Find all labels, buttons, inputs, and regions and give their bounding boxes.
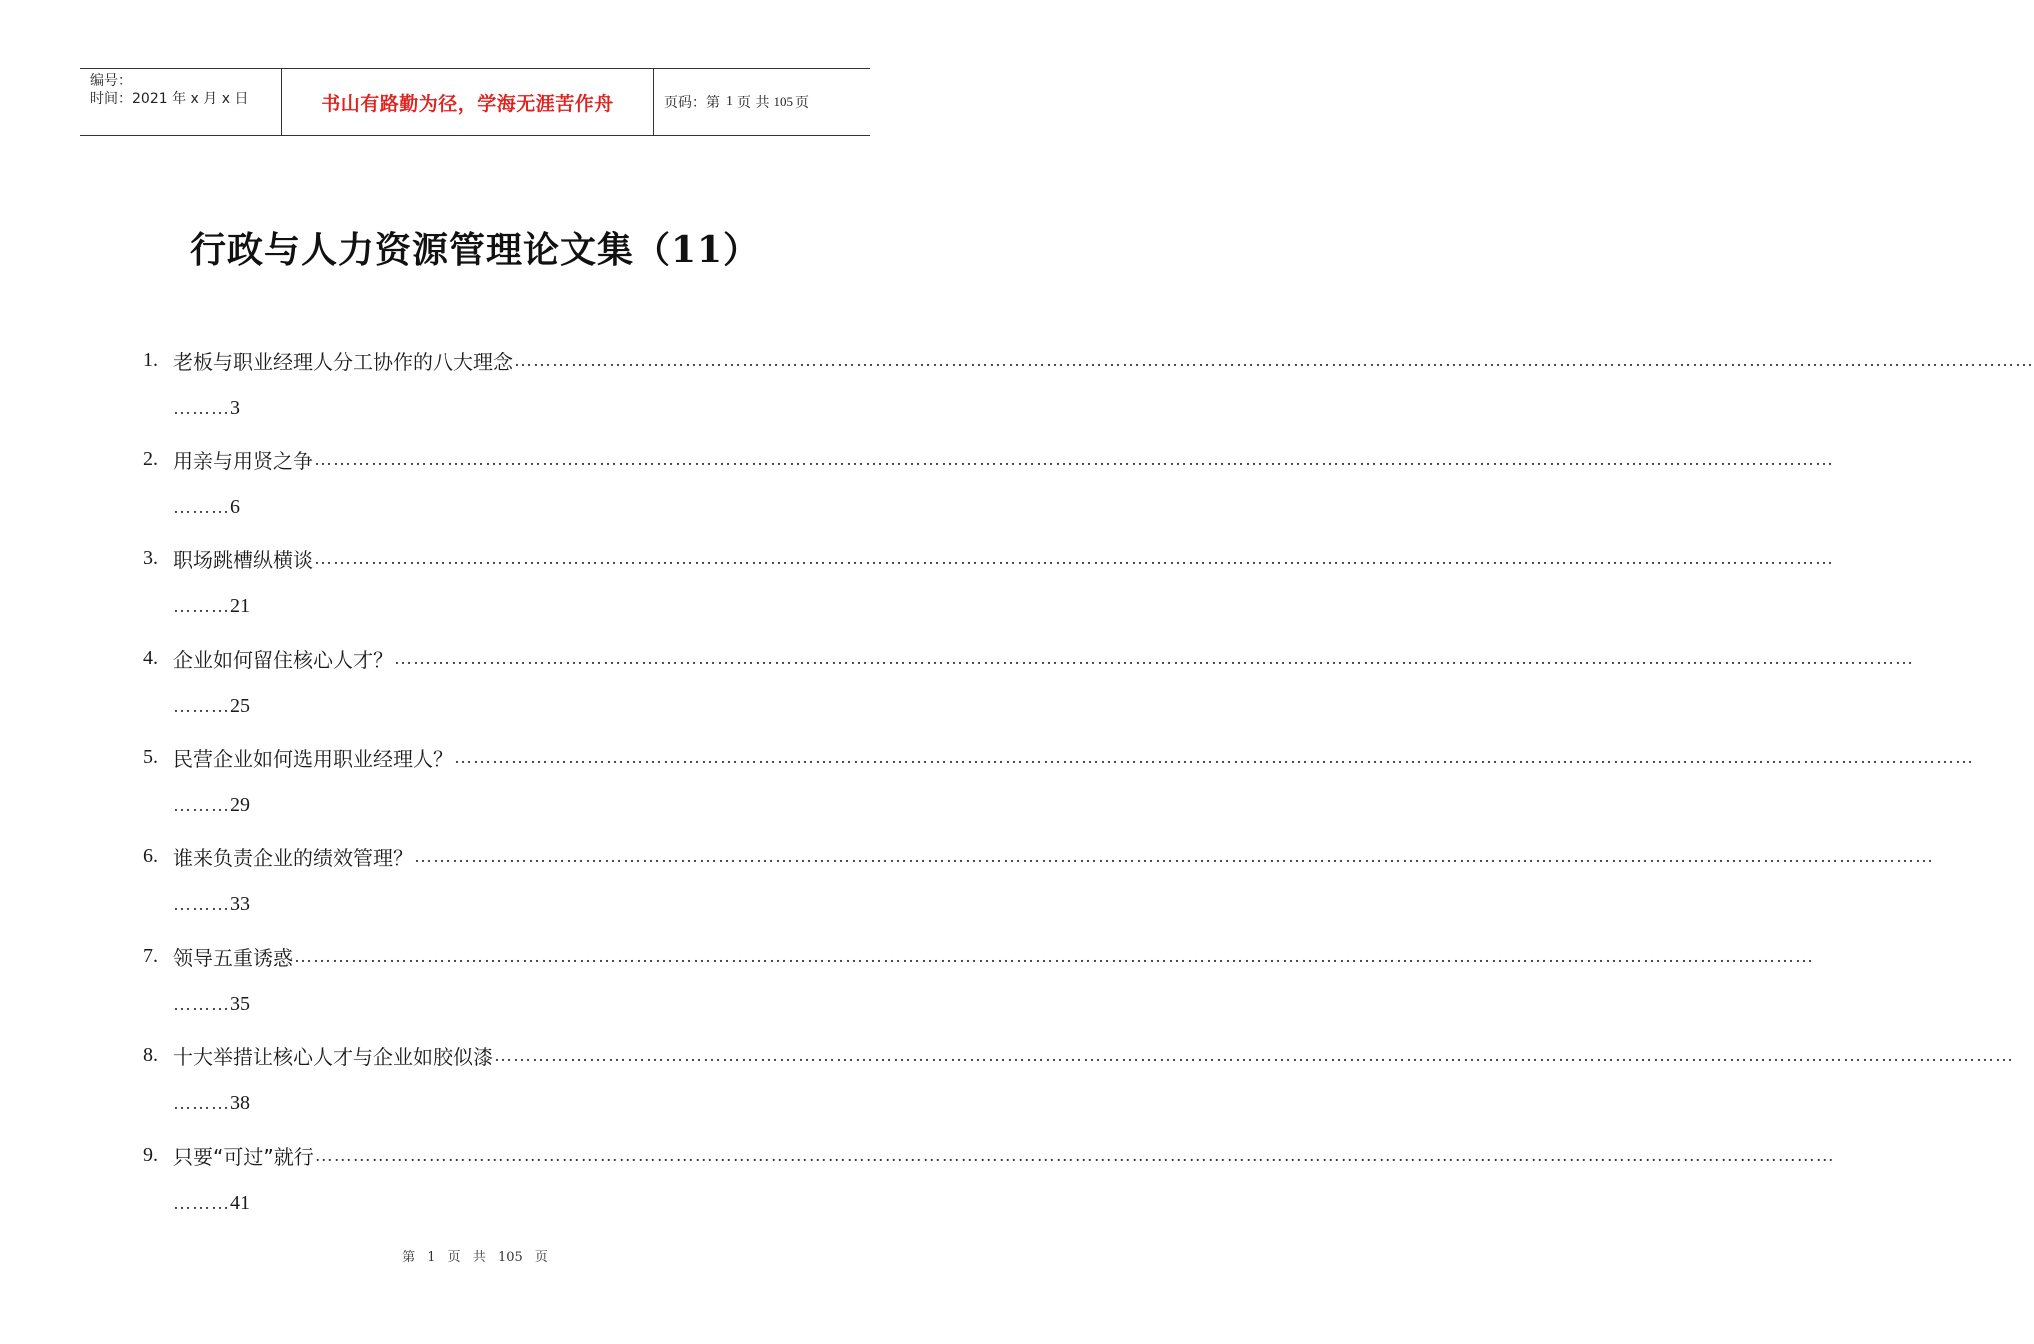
toc-entry-page-line: [173, 688, 250, 724]
toc-entry-page-number: 6: [230, 495, 240, 518]
footer-suffix: 页: [534, 1250, 548, 1265]
toc-entry[interactable]: [143, 539, 1834, 638]
toc-entry-line: [143, 539, 1834, 579]
toc-entry[interactable]: [143, 1135, 1835, 1234]
page-total: 105: [773, 94, 793, 109]
toc-entry-page-number: 33: [230, 893, 250, 916]
toc-dot-leader: ……………………………………………………………………………………………………………………………………………………………………………………………………………………: [494, 1045, 2014, 1066]
toc-entry-page-number: 41: [230, 1191, 250, 1214]
toc-entry-number: 8.: [143, 1044, 158, 1067]
toc-dot-leader-continued: ………: [173, 795, 230, 816]
toc-entry-page-line: [173, 986, 250, 1022]
page-footer: [0, 1246, 950, 1265]
toc-entry-page-number: 38: [230, 1092, 250, 1115]
toc-entry-page-line: [173, 589, 250, 625]
footer-middle1: 页: [447, 1250, 461, 1265]
toc-entry-page-number: 3: [230, 396, 240, 419]
page-suffix: 页: [794, 95, 809, 111]
toc-entry-page-number: 29: [230, 794, 250, 817]
toc-entry-page-number: 21: [230, 595, 250, 618]
toc-dot-leader: ……………………………………………………………………………………………………………………………………………………………………………………………………………………: [414, 846, 1934, 867]
footer-prefix: 第: [402, 1250, 416, 1265]
toc-entry-page-line: [173, 1086, 250, 1122]
toc-entry-line: [143, 638, 1914, 678]
document-title: 行政与人力资源管理论文集（11）: [189, 229, 761, 271]
toc-entry-title: 领导五重诱惑: [173, 945, 293, 970]
toc-dot-leader-continued: ………: [173, 894, 230, 915]
toc-dot-leader: ……………………………………………………………………………………………………………………………………………………………………………………………………………………: [454, 747, 1974, 768]
toc-dot-leader-continued: ………: [173, 993, 230, 1014]
toc-entry-title: 民营企业如何选用职业经理人？: [173, 747, 453, 772]
page-current: 1: [726, 94, 733, 109]
toc-entry[interactable]: [143, 837, 1934, 936]
toc-entry-number: 1.: [143, 348, 158, 371]
toc-entry-line: [143, 340, 2034, 380]
toc-entry[interactable]: [143, 1036, 2014, 1135]
toc-entry-page-line: [173, 390, 240, 426]
toc-entry-title: 职场跳槽纵横谈: [173, 548, 313, 573]
toc-entry[interactable]: [143, 738, 1974, 837]
footer-middle2: 共: [472, 1250, 486, 1265]
toc-entry-title: 用亲与用贤之争: [173, 448, 313, 473]
header-motto-cell: [281, 69, 654, 135]
toc-entry-line: [143, 738, 1974, 778]
toc-entry-line: [143, 439, 1834, 479]
footer-current: 1: [427, 1250, 436, 1265]
toc-entry[interactable]: [143, 638, 1914, 737]
toc-dot-leader-continued: ………: [173, 596, 230, 617]
toc-entry[interactable]: [143, 936, 1814, 1035]
document-header: [80, 68, 870, 136]
toc-entry[interactable]: [143, 340, 2034, 439]
toc-entry-line: [143, 1036, 2014, 1076]
page-middle: 页 共: [737, 95, 770, 111]
toc-dot-leader-continued: ………: [173, 1093, 230, 1114]
toc-dot-leader: ……………………………………………………………………………………………………………………………………………………………………………………………………………………: [314, 448, 1834, 469]
toc-entry-line: [143, 936, 1814, 976]
toc-dot-leader-continued: ………: [173, 1192, 230, 1213]
toc-dot-leader: ……………………………………………………………………………………………………………………………………………………………………………………………………………………: [514, 349, 2034, 370]
table-of-contents: [143, 340, 2034, 1235]
toc-entry-number: 2.: [143, 447, 158, 470]
toc-entry-title: 企业如何留住核心人才？: [173, 647, 393, 672]
toc-entry-title: 只要“可过”就行: [173, 1144, 314, 1169]
toc-entry-number: 5.: [143, 746, 158, 769]
toc-dot-leader: ……………………………………………………………………………………………………………………………………………………………………………………………………………………: [314, 548, 1834, 569]
toc-entry-line: [143, 1135, 1835, 1175]
toc-dot-leader-continued: ………: [173, 397, 230, 418]
document-date: 时间：2021 年 x 月 x 日: [90, 91, 249, 107]
toc-entry-page-number: 35: [230, 992, 250, 1015]
toc-entry-number: 6.: [143, 845, 158, 868]
toc-entry-title: 十大举措让核心人才与企业如胶似漆: [173, 1045, 493, 1070]
toc-entry[interactable]: [143, 439, 1834, 538]
toc-entry-page-line: [173, 887, 250, 923]
toc-entry-number: 9.: [143, 1143, 158, 1166]
toc-entry-number: 4.: [143, 646, 158, 669]
toc-entry-page-line: [173, 489, 240, 525]
toc-entry-title: 老板与职业经理人分工协作的八大理念: [173, 349, 513, 374]
toc-entry-number: 7.: [143, 944, 158, 967]
toc-dot-leader-continued: ………: [173, 496, 230, 517]
toc-dot-leader: ……………………………………………………………………………………………………………………………………………………………………………………………………………………: [294, 945, 1814, 966]
document-number-label: 编号：: [90, 73, 132, 89]
toc-entry-page-line: [173, 1185, 250, 1221]
toc-entry-page-line: [173, 788, 250, 824]
toc-dot-leader: ……………………………………………………………………………………………………………………………………………………………………………………………………………………: [314, 1144, 1835, 1165]
toc-entry-line: [143, 837, 1934, 877]
toc-entry-page-number: 25: [230, 694, 250, 717]
toc-dot-leader-continued: ………: [173, 695, 230, 716]
header-meta: [80, 69, 281, 135]
toc-entry-number: 3.: [143, 547, 158, 570]
header-page-info: [654, 69, 870, 135]
footer-total: 105: [497, 1250, 523, 1265]
toc-entry-title: 谁来负责企业的绩效管理？: [173, 846, 413, 871]
page-prefix: 页码：第: [664, 95, 720, 111]
header-motto: 书山有路勤为径，学海无涯苦作舟: [321, 92, 614, 115]
toc-dot-leader: ……………………………………………………………………………………………………………………………………………………………………………………………………………………: [394, 647, 1914, 668]
